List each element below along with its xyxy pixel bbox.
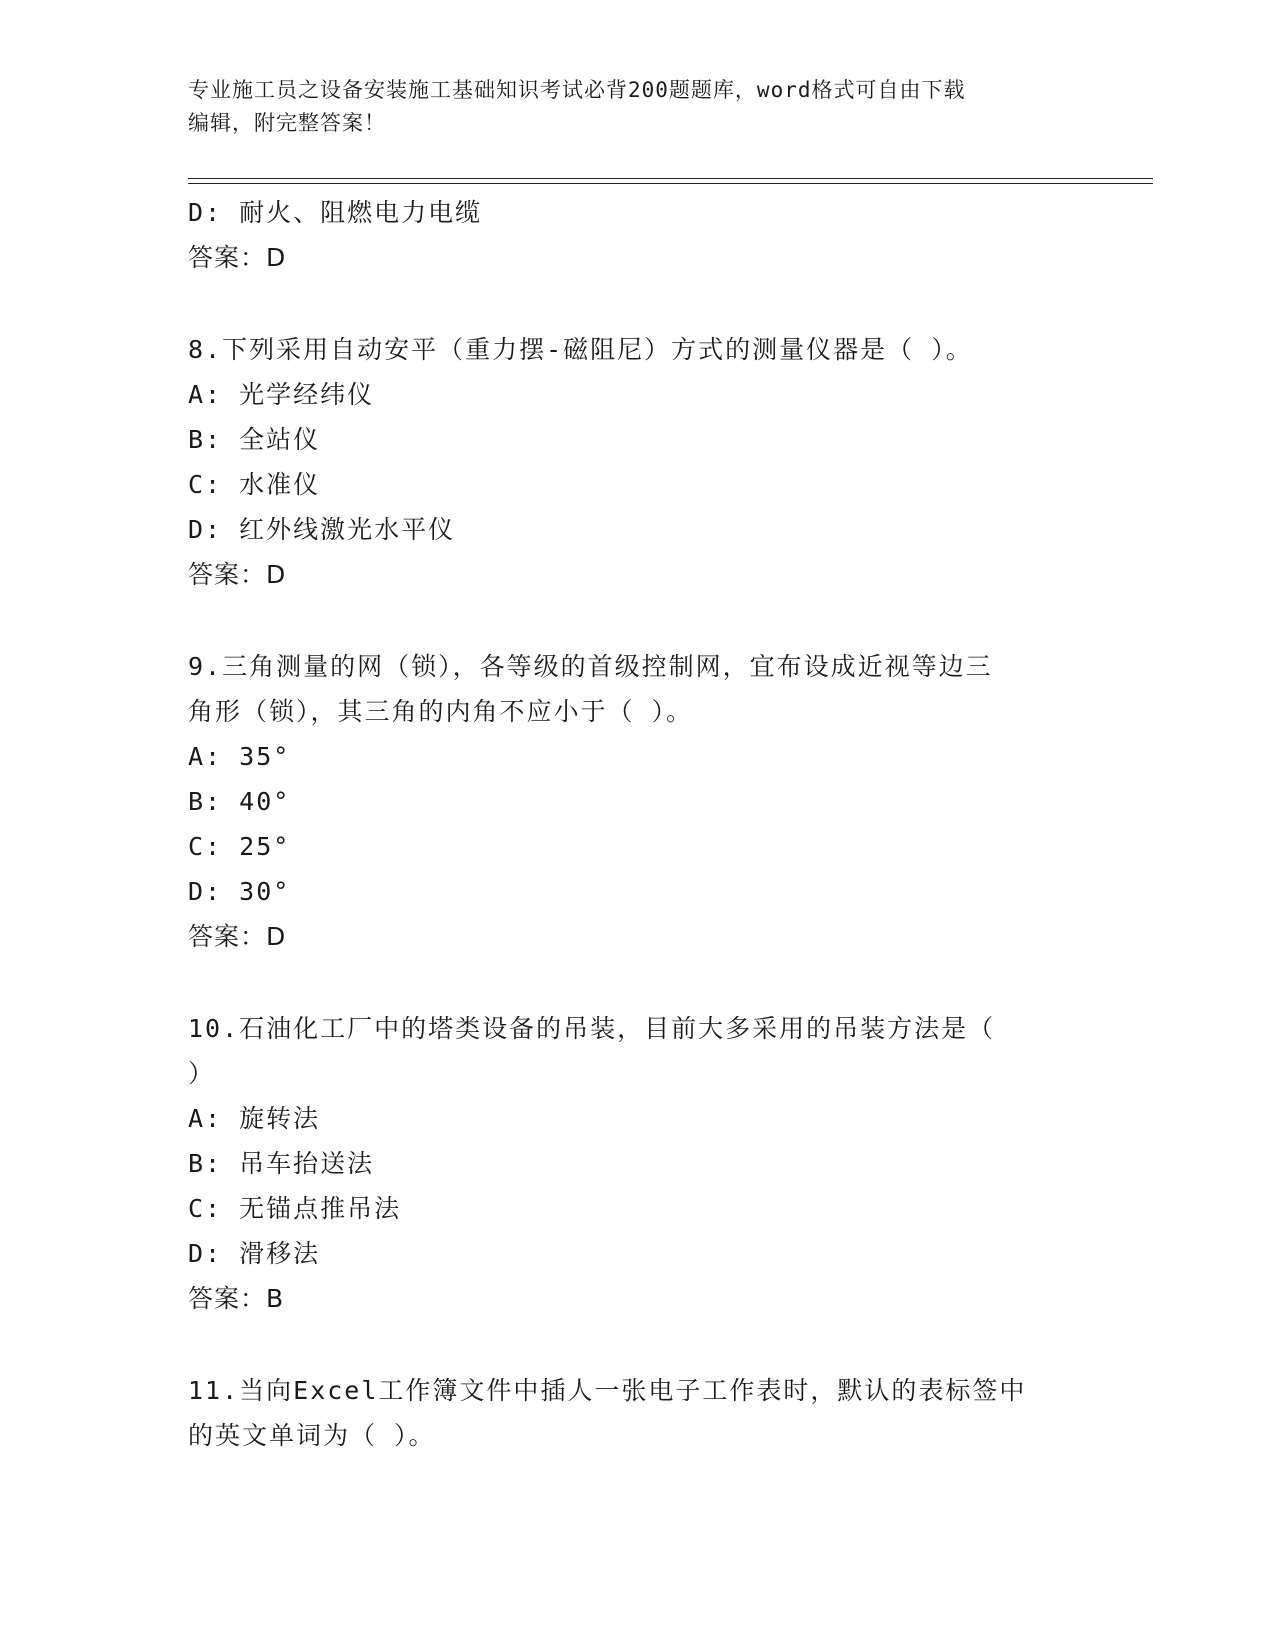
answer: 答案：B xyxy=(188,1284,285,1313)
question-text-line-2: ） xyxy=(188,1059,216,1088)
document-header xyxy=(188,74,1088,140)
header-divider-top xyxy=(188,178,1153,179)
question-text: 8.下列采用自动安平（重力摆-磁阻尼）方式的测量仪器是（ ）。 xyxy=(188,335,973,364)
option-a: A: 光学经纬仪 xyxy=(188,380,375,409)
option-b: B: 全站仪 xyxy=(188,425,321,454)
option-c: C: 25° xyxy=(188,832,291,861)
answer: 答案：D xyxy=(188,560,287,589)
question-text-line-2: 的英文单词为（ ）。 xyxy=(188,1421,436,1450)
header-divider-bottom xyxy=(188,183,1153,184)
answer: 答案：D xyxy=(188,243,287,272)
option-d: D: 红外线激光水平仪 xyxy=(188,515,456,544)
question-text-line-1: 11.当向Excel工作簿文件中插人一张电子工作表时，默认的表标签中 xyxy=(188,1376,1027,1405)
option-c: C: 无锚点推吊法 xyxy=(188,1194,402,1223)
question-10 xyxy=(188,1006,1088,1321)
option-c: C: 水准仪 xyxy=(188,470,321,499)
option-d: D: 耐火、阻燃电力电缆 xyxy=(188,198,483,227)
question-8 xyxy=(188,327,1088,597)
question-text-line-1: 9.三角测量的网（锁），各等级的首级控制网，宜布设成近视等边三 xyxy=(188,652,993,681)
question-text-line-2: 角形（锁），其三角的内角不应小于（ ）。 xyxy=(188,697,694,726)
option-d: D: 滑移法 xyxy=(188,1239,321,1268)
question-text-line-1: 10.石油化工厂中的塔类设备的吊装，目前大多采用的吊装方法是（ xyxy=(188,1014,996,1043)
question-7-tail xyxy=(188,190,1088,280)
header-line-1: 专业施工员之设备安装施工基础知识考试必背200题题库，word格式可自由下载 xyxy=(188,78,966,102)
question-11 xyxy=(188,1368,1088,1458)
option-a: A: 35° xyxy=(188,742,291,771)
answer: 答案：D xyxy=(188,922,287,951)
header-line-2: 编辑，附完整答案！ xyxy=(188,111,386,135)
question-9 xyxy=(188,644,1088,959)
option-d: D: 30° xyxy=(188,877,291,906)
option-a: A: 旋转法 xyxy=(188,1104,321,1133)
question-list xyxy=(188,190,1088,1458)
option-b: B: 40° xyxy=(188,787,291,816)
option-b: B: 吊车抬送法 xyxy=(188,1149,375,1178)
